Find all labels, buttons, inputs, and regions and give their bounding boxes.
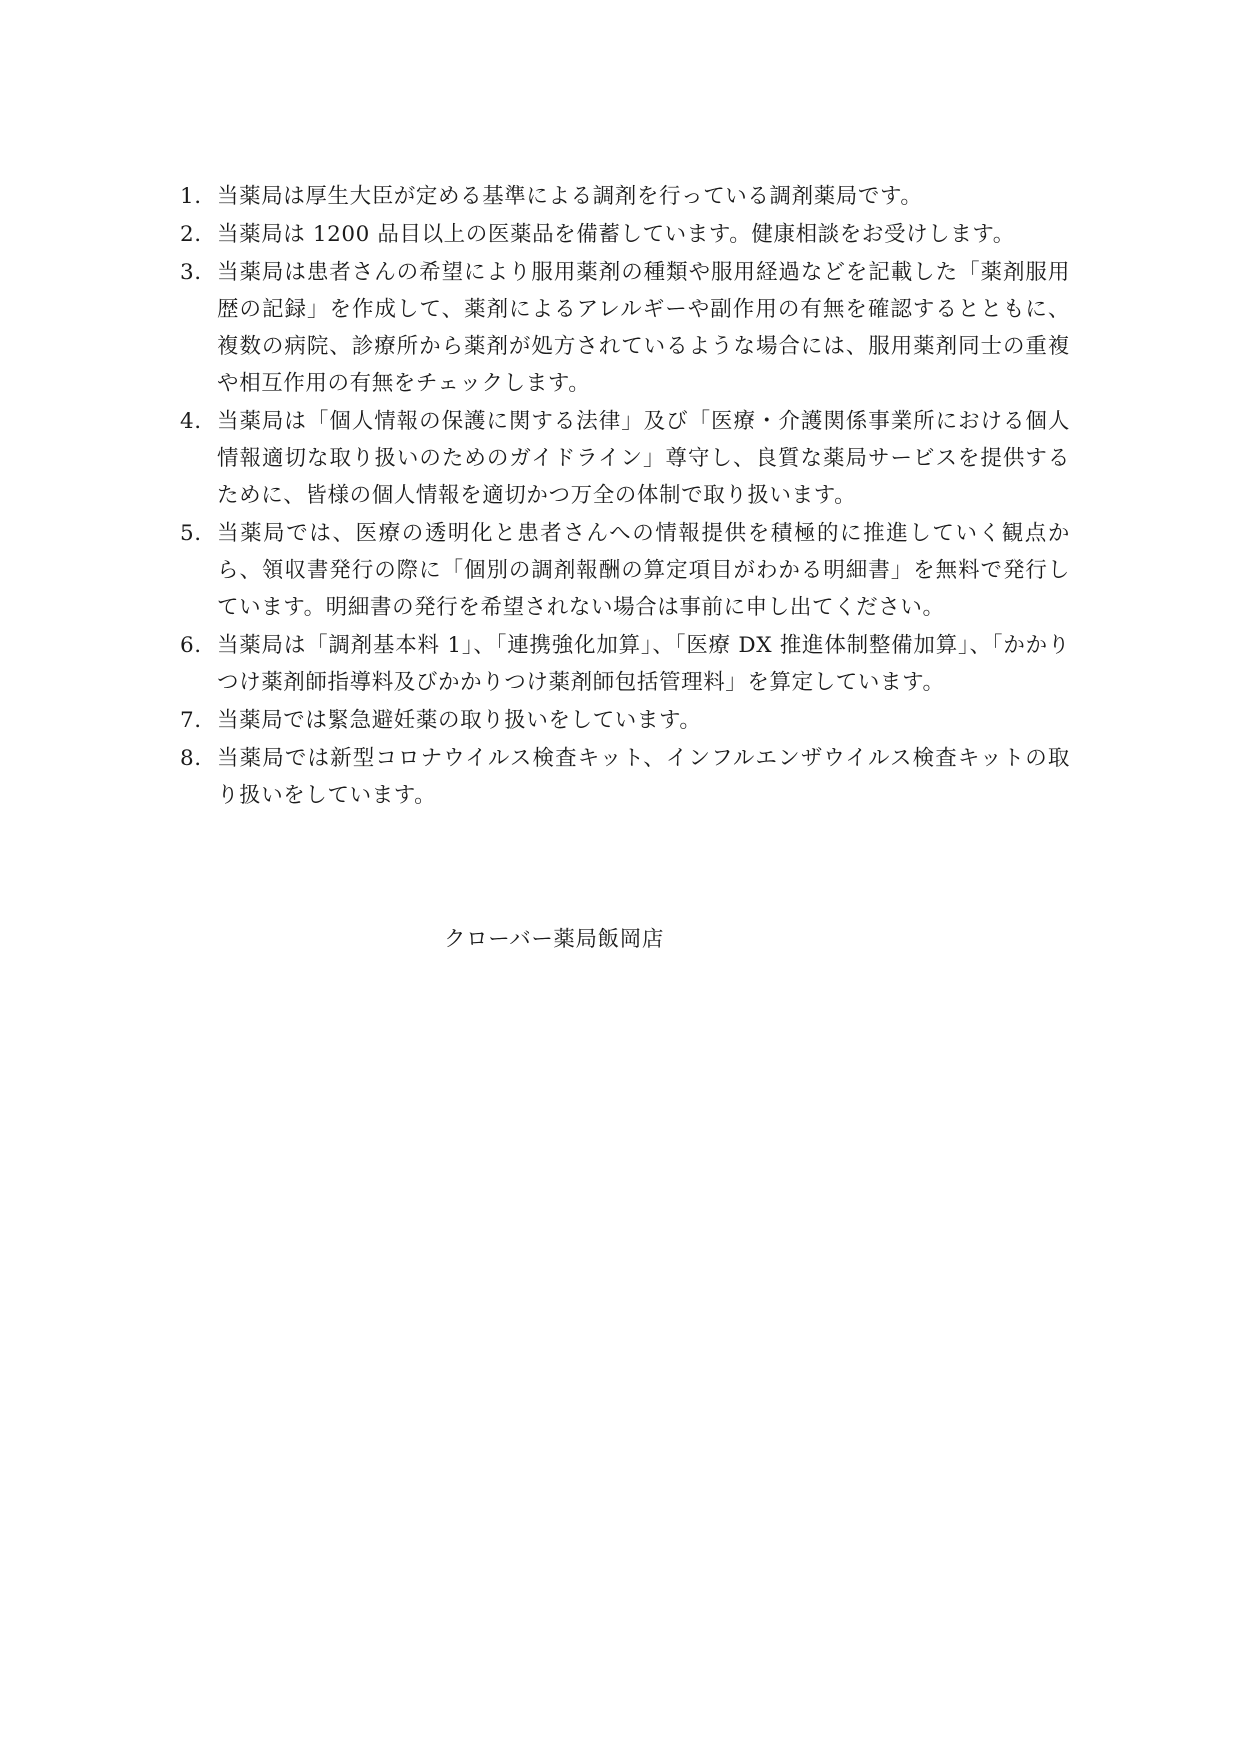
item-number: 7. [180,708,202,733]
item-text: 当薬局は患者さんの希望により服用薬剤の種類や服用経過などを記載した「薬剤服用歴の記録」を作成して、薬剤によるアレルギーや副作用の有無を確認するとともに、複数の病院、診療所から薬剤が処方されているような場合には、服用薬剤同士の重複や相互作用の有無をチェックします。 [217,260,1070,396]
notice-list [170,178,1070,815]
item-number: 4. [180,409,202,434]
notice-item-4 [170,403,1070,514]
notice-item-7 [170,702,1070,739]
item-number: 1. [180,184,202,209]
item-text: 当薬局では、医療の透明化と患者さんへの情報提供を積極的に推進していく観点から、領収書発行の際に「個別の調剤報酬の算定項目がわかる明細書」を無料で発行しています。明細書の発行を希望されない場合は事前に申し出てください。 [217,521,1070,620]
item-number: 2. [180,222,202,247]
item-text: 当薬局では新型コロナウイルス検査キット、インフルエンザウイルス検査キットの取り扱いをしています。 [217,746,1070,808]
item-number: 5. [180,521,202,546]
notice-item-3 [170,254,1070,402]
item-text: 当薬局は「個人情報の保護に関する法律」及び「医療・介護関係事業所における個人情報適切な取り扱いのためのガイドライン」尊守し、良質な薬局サービスを提供するために、皆様の個人情報を適切かつ万全の体制で取り扱います。 [217,409,1070,508]
item-number: 8. [180,746,202,771]
item-text: 当薬局は「調剤基本料 1」、「連携強化加算」、「医療 DX 推進体制整備加算」、「かかりつけ薬剤師指導料及びかかりつけ薬剤師包括管理料」を算定しています。 [217,633,1070,695]
notice-item-8 [170,740,1070,814]
item-number: 6. [180,633,202,658]
store-name: クローバー薬局飯岡店 [444,927,664,952]
item-text: 当薬局では緊急避妊薬の取り扱いをしています。 [217,708,702,733]
item-number: 3. [180,260,202,285]
notice-item-2 [170,216,1070,253]
notice-item-1 [170,178,1070,215]
notice-item-6 [170,627,1070,701]
item-text: 当薬局は厚生大臣が定める基準による調剤を行っている調剤薬局です。 [217,184,923,209]
notice-item-5 [170,515,1070,626]
item-text: 当薬局は 1200 品目以上の医薬品を備蓄しています。健康相談をお受けします。 [217,222,1015,247]
